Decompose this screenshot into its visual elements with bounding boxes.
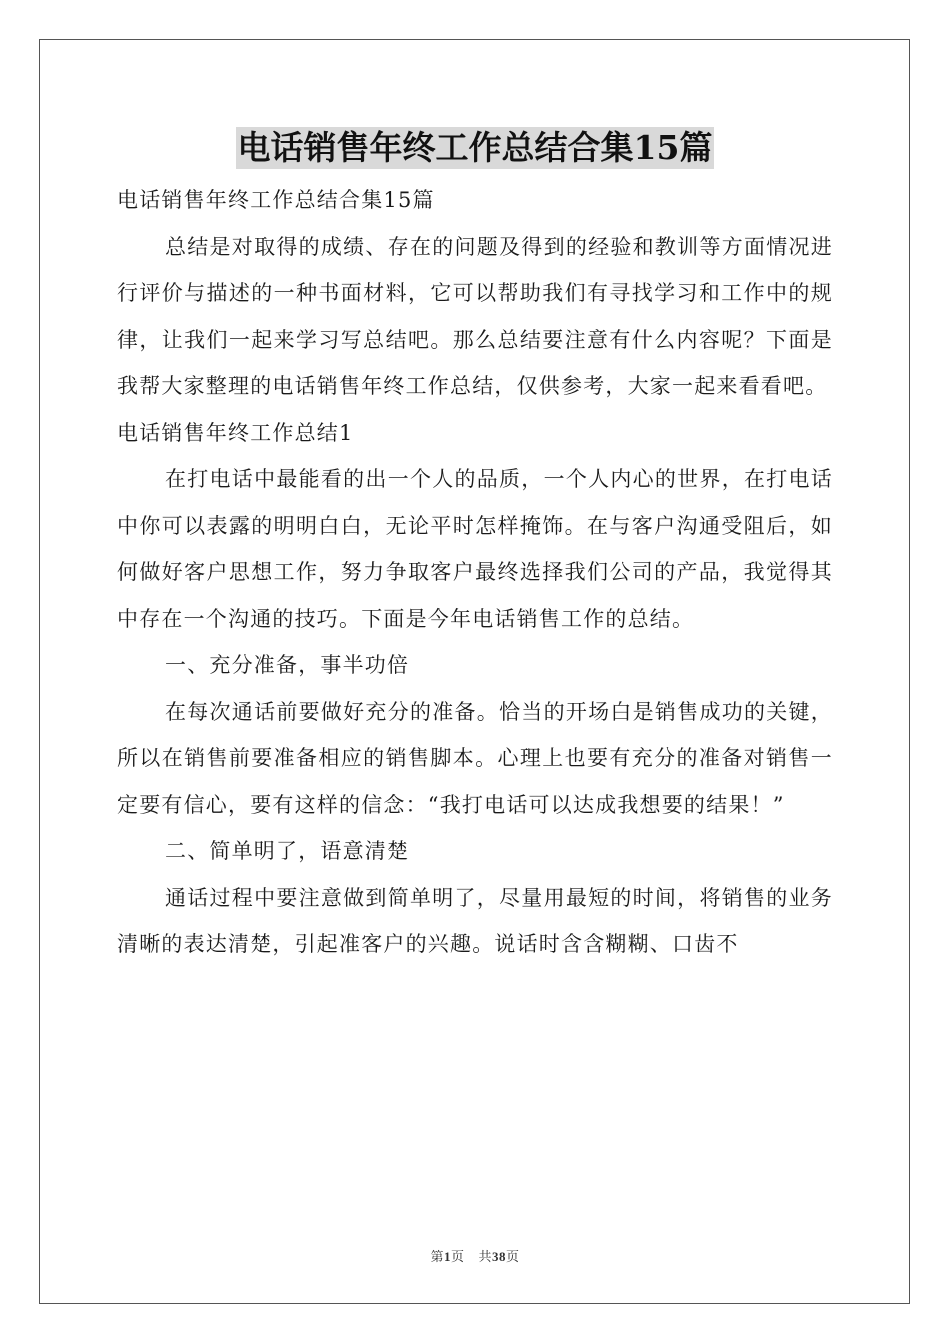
page-prefix: 第 <box>430 1249 444 1264</box>
total-prefix: 共 <box>478 1249 493 1264</box>
document-title: 电话销售年终工作总结合集15篇 <box>237 128 713 167</box>
body-paragraph: 在每次通话前要做好充分的准备。恰当的开场白是销售成功的关键，所以在销售前要准备相应的销售脚本。心理上也要有充分的准备对销售一定要有信心，要有这样的信念：“我打电话可以达成我想要的结果！” <box>117 699 833 817</box>
total-page-number: 38 <box>492 1249 507 1264</box>
page-footer <box>0 1246 950 1265</box>
current-page-number: 1 <box>443 1249 451 1264</box>
subtitle-paragraph: 电话销售年终工作总结合集15篇 <box>117 188 435 212</box>
page-suffix: 页 <box>450 1249 465 1264</box>
title-container <box>0 127 950 169</box>
document-body <box>117 177 833 968</box>
total-suffix: 页 <box>506 1249 520 1264</box>
point-heading-2: 二、简单明了，语意清楚 <box>165 839 410 863</box>
point-heading-1: 一、充分准备，事半功倍 <box>165 653 410 677</box>
body-paragraph: 通话过程中要注意做到简单明了，尽量用最短的时间，将销售的业务清晰的表达清楚，引起准客户的兴趣。说话时含含糊糊、口齿不 <box>117 885 833 956</box>
body-paragraph: 在打电话中最能看的出一个人的品质，一个人内心的世界，在打电话中你可以表露的明明白白，无论平时怎样掩饰。在与客户沟通受阻后，如何做好客户思想工作，努力争取客户最终选择我们公司的产品，我觉得其中存在一个沟通的技巧。下面是今年电话销售工作的总结。 <box>117 467 833 631</box>
section-heading: 电话销售年终工作总结1 <box>117 420 354 445</box>
intro-paragraph: 总结是对取得的成绩、存在的问题及得到的经验和教训等方面情况进行评价与描述的一种书面材料，它可以帮助我们有寻找学习和工作中的规律，让我们一起来学习写总结吧。那么总结要注意有什么内容呢？下面是我帮大家整理的电话销售年终工作总结，仅供参考，大家一起来看看吧。 <box>117 234 833 398</box>
